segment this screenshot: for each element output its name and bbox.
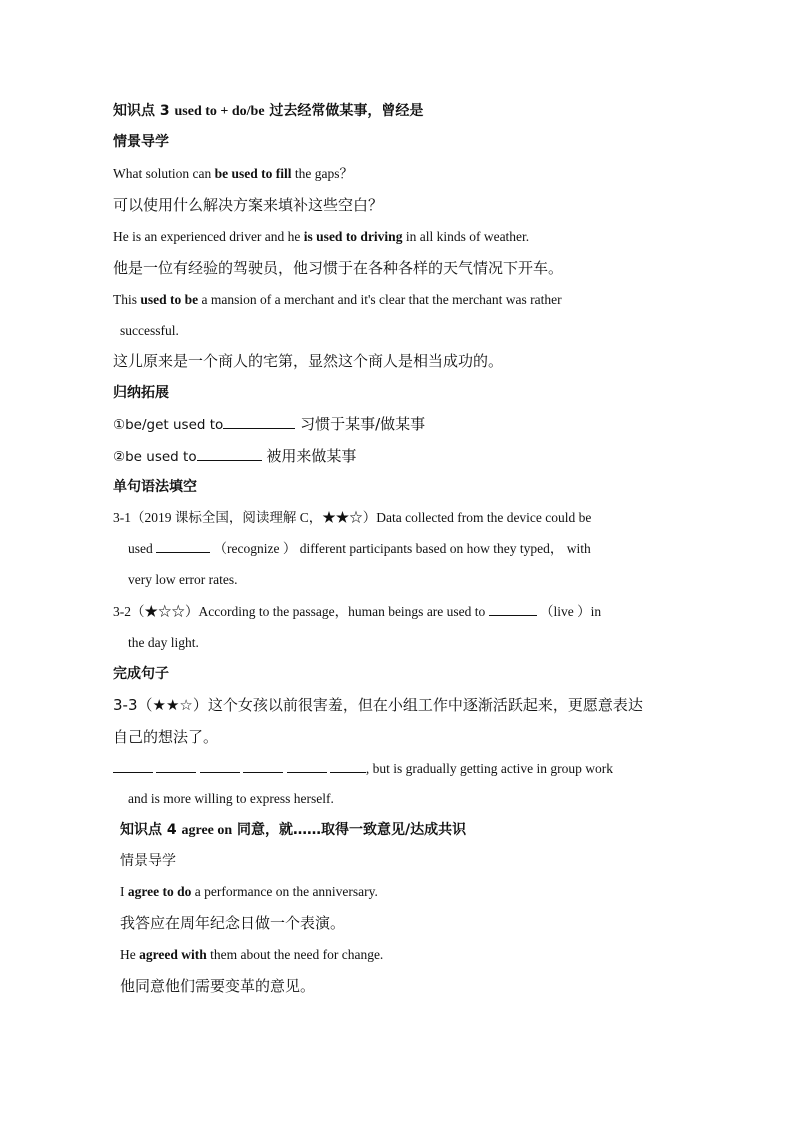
- question-3-1-line-1: 3-1（2019 课标全国，阅读理解 C，★★☆）Data collected from the device could be: [113, 510, 592, 525]
- question-3-3-en-line-1: , but is gradually getting active in group work: [113, 758, 613, 780]
- question-3-3-zh-line-1: 3-3（★★☆）这个女孩以前很害羞，但在小组工作中逐渐活跃起来，更愿意表达: [113, 696, 643, 714]
- example-5-zh: 他同意他们需要变革的意见。: [120, 977, 316, 995]
- example-3-en: This used to be a mansion of a merchant and it's clear that the merchant was rather: [113, 292, 562, 307]
- example-1-zh: 可以使用什么解决方案来填补这些空白？: [113, 196, 384, 214]
- example-2-zh: 他是一位有经验的驾驶员，他习惯于在各种各样的天气情况下开车。: [113, 259, 564, 277]
- question-3-3-zh-line-2: 自己的想法了。: [113, 728, 219, 746]
- answer-blank[interactable]: [113, 758, 153, 773]
- knowledge-point-3-title: 知识点 3 used to + do/be 过去经常做某事，曾经是: [113, 103, 424, 119]
- summary-item-2: ②be used to 被用来做某事: [113, 447, 357, 465]
- answer-blank[interactable]: [330, 758, 366, 773]
- question-3-1-line-3: very low error rates.: [128, 572, 238, 587]
- example-5-en: He agreed with them about the need for change.: [120, 947, 384, 962]
- question-3-1-line-2: used （recognize ） different participants based on how they typed， with: [128, 538, 591, 560]
- question-3-3-en-line-2: and is more willing to express herself.: [128, 791, 334, 806]
- question-3-2-line-2: the day light.: [128, 635, 199, 650]
- answer-blank[interactable]: [243, 758, 283, 773]
- section-summary-heading: 归纳拓展: [113, 385, 169, 401]
- answer-blank[interactable]: [156, 538, 210, 553]
- summary-item-1: ①be/get used to 习惯于某事/做某事: [113, 415, 426, 433]
- answer-blank[interactable]: [489, 601, 537, 616]
- knowledge-point-4-title: 知识点 4 agree on 同意，就……取得一致意见/达成共识: [120, 822, 467, 838]
- section-scene-heading: 情景导学: [113, 134, 169, 150]
- answer-blank[interactable]: [287, 758, 327, 773]
- section-fill-heading: 单句语法填空: [113, 479, 197, 495]
- example-3-zh: 这儿原来是一个商人的宅第，显然这个商人是相当成功的。: [113, 352, 504, 370]
- example-3-en-cont: successful.: [120, 323, 179, 338]
- answer-blank[interactable]: [197, 446, 262, 461]
- section-complete-heading: 完成句子: [113, 666, 169, 682]
- example-1-en: What solution can be used to fill the gaps？: [113, 166, 353, 181]
- answer-blank[interactable]: [200, 758, 240, 773]
- section-scene-heading-2: 情景导学: [120, 853, 176, 869]
- answer-blank[interactable]: [223, 414, 295, 429]
- answer-blank[interactable]: [156, 758, 196, 773]
- question-3-2-line-1: 3-2（★☆☆）According to the passage，human beings are used to （live ）in: [113, 601, 601, 623]
- example-4-zh: 我答应在周年纪念日做一个表演。: [120, 914, 346, 932]
- example-2-en: He is an experienced driver and he is used to driving in all kinds of weather.: [113, 229, 530, 244]
- example-4-en: I agree to do a performance on the anniversary.: [120, 884, 378, 899]
